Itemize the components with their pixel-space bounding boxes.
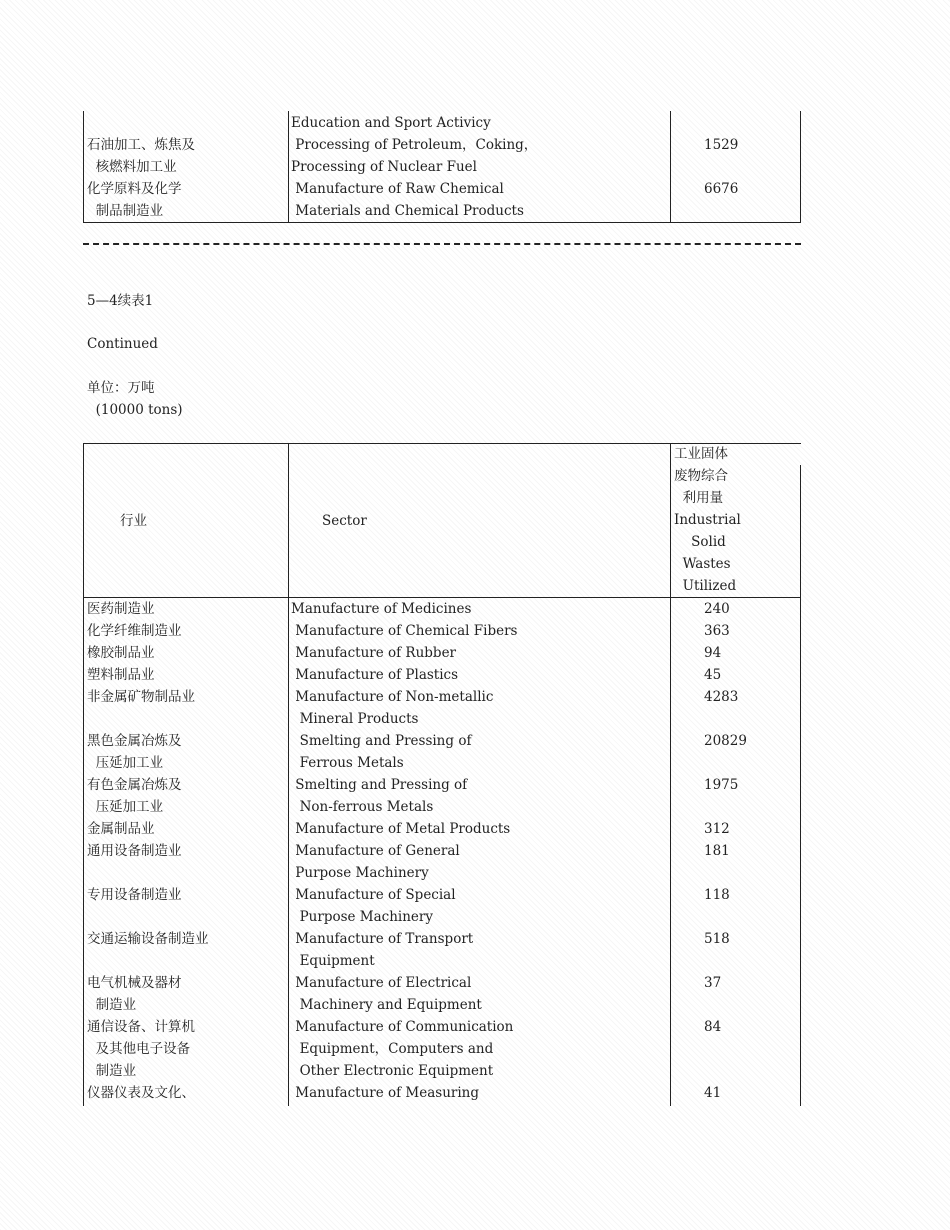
top-sector-cell: Education and Sport Activicy [291, 115, 491, 131]
row-value-cell: 518 [704, 931, 730, 947]
row-sector-cell: Machinery and Equipment [291, 997, 482, 1013]
row-sector-cell: Other Electronic Equipment [291, 1063, 494, 1079]
header-col3-line: 工业固体 [674, 446, 728, 462]
row-industry-cell: 通用设备制造业 [87, 843, 182, 859]
row-sector-cell: Smelting and Pressing of [291, 733, 472, 749]
main-table-left-border [83, 443, 84, 1106]
row-industry-cell: 压延加工业 [87, 799, 164, 815]
row-value-cell: 4283 [704, 689, 739, 705]
row-industry-cell: 制造业 [87, 1063, 137, 1079]
row-industry-cell: 电气机械及器材 [87, 975, 182, 991]
row-value-cell: 20829 [704, 733, 747, 749]
header-sector: Sector [322, 513, 367, 529]
header-col3-line: 废物综合 [674, 468, 728, 484]
continued-label: Continued [87, 336, 158, 352]
row-value-cell: 41 [704, 1085, 722, 1101]
row-sector-cell: Purpose Machinery [291, 865, 429, 881]
row-sector-cell: Manufacture of Medicines [291, 601, 472, 617]
header-col3-line: Wastes [674, 556, 731, 572]
row-industry-cell: 塑料制品业 [87, 667, 155, 683]
row-industry-cell: 制造业 [87, 997, 137, 1013]
row-value-cell: 45 [704, 667, 722, 683]
row-industry-cell: 仪器仪表及文化、 [87, 1085, 195, 1101]
table-id: 5—4续表1 [87, 293, 154, 309]
page-break-line [83, 243, 801, 245]
top-table-bottom-border [83, 222, 801, 223]
header-col3-line: Solid [674, 534, 726, 550]
header-col3-line: 利用量 [674, 490, 724, 506]
row-industry-cell: 交通运输设备制造业 [87, 931, 209, 947]
top-sector-cell: Materials and Chemical Products [291, 203, 524, 219]
top-table-divider-1 [288, 111, 289, 223]
top-industry-cell: 石油加工、炼焦及 [87, 137, 195, 153]
main-table-divider-2 [670, 443, 671, 1106]
row-value-cell: 363 [704, 623, 730, 639]
row-industry-cell: 黑色金属冶炼及 [87, 733, 182, 749]
row-sector-cell: Ferrous Metals [291, 755, 404, 771]
top-table-divider-2 [670, 111, 671, 223]
header-col3-line: Utilized [674, 578, 737, 594]
top-industry-cell: 制品制造业 [87, 203, 164, 219]
main-table-right-border [800, 465, 801, 1106]
top-industry-cell: 化学原料及化学 [87, 181, 182, 197]
main-table-divider-1 [288, 443, 289, 1106]
top-sector-cell: Processing of Petroleum，Coking， [291, 137, 538, 153]
row-sector-cell: Manufacture of Rubber [291, 645, 457, 661]
row-sector-cell: Manufacture of Metal Products [291, 821, 511, 837]
row-sector-cell: Manufacture of Special [291, 887, 456, 903]
top-value-cell: 1529 [704, 137, 739, 153]
row-sector-cell: Mineral Products [291, 711, 419, 727]
top-industry-cell: 核燃料加工业 [87, 159, 177, 175]
row-sector-cell: Manufacture of Electrical [291, 975, 472, 991]
row-industry-cell: 化学纤维制造业 [87, 623, 182, 639]
row-sector-cell: Manufacture of Transport [291, 931, 474, 947]
row-industry-cell: 通信设备、计算机 [87, 1019, 195, 1035]
header-col3-line: Industrial [674, 512, 741, 528]
row-industry-cell: 橡胶制品业 [87, 645, 155, 661]
top-table-left-border [83, 111, 84, 223]
row-value-cell: 1975 [704, 777, 739, 793]
row-value-cell: 240 [704, 601, 730, 617]
row-industry-cell: 非金属矿物制品业 [87, 689, 195, 705]
top-sector-cell: Processing of Nuclear Fuel [291, 159, 477, 175]
row-sector-cell: Manufacture of Measuring [291, 1085, 480, 1101]
top-sector-cell: Manufacture of Raw Chemical [291, 181, 504, 197]
row-sector-cell: Manufacture of General [291, 843, 460, 859]
row-sector-cell: Purpose Machinery [291, 909, 434, 925]
row-value-cell: 118 [704, 887, 730, 903]
row-sector-cell: Manufacture of Non-metallic [291, 689, 494, 705]
row-sector-cell: Equipment，Computers and [291, 1041, 494, 1057]
row-value-cell: 37 [704, 975, 722, 991]
row-industry-cell: 有色金属冶炼及 [87, 777, 182, 793]
row-industry-cell: 压延加工业 [87, 755, 164, 771]
row-industry-cell: 专用设备制造业 [87, 887, 182, 903]
row-industry-cell: 金属制品业 [87, 821, 155, 837]
row-value-cell: 94 [704, 645, 722, 661]
row-industry-cell: 医药制造业 [87, 601, 155, 617]
unit-en: (10000 tons) [87, 402, 183, 418]
row-value-cell: 181 [704, 843, 730, 859]
row-industry-cell: 及其他电子设备 [87, 1041, 191, 1057]
row-sector-cell: Manufacture of Plastics [291, 667, 459, 683]
row-sector-cell: Non-ferrous Metals [291, 799, 434, 815]
top-table-right-border [800, 111, 801, 223]
row-value-cell: 312 [704, 821, 730, 837]
row-sector-cell: Equipment [291, 953, 375, 969]
unit-zh: 单位：万吨 [87, 380, 155, 396]
row-sector-cell: Manufacture of Communication [291, 1019, 514, 1035]
row-sector-cell: Manufacture of Chemical Fibers [291, 623, 518, 639]
row-value-cell: 84 [704, 1019, 722, 1035]
top-value-cell: 6676 [704, 181, 739, 197]
row-sector-cell: Smelting and Pressing of [291, 777, 468, 793]
header-industry: 行业 [120, 513, 147, 529]
